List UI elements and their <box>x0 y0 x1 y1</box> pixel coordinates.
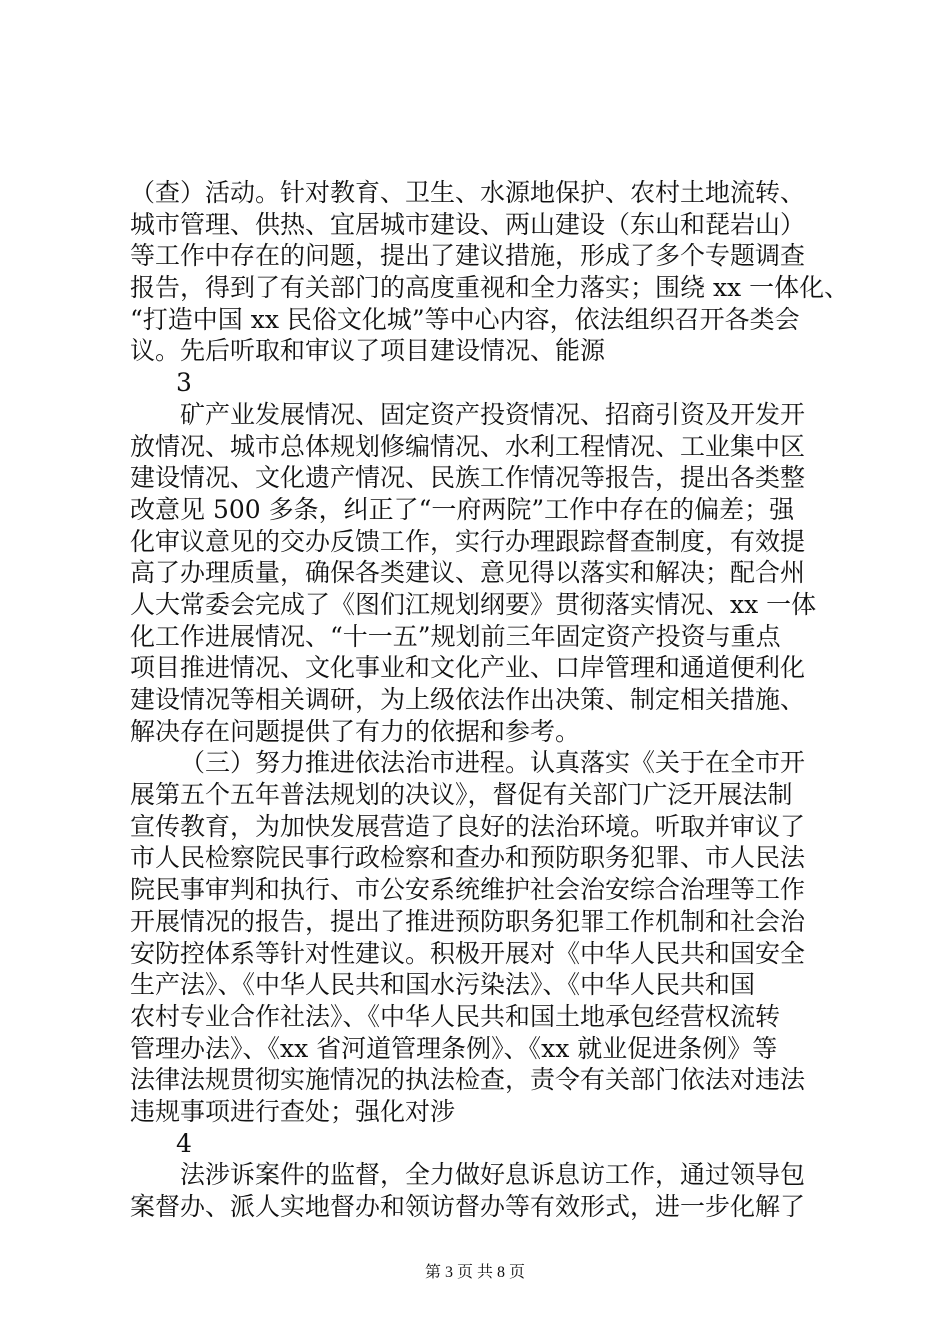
text-line: 项目推进情况、文化事业和文化产业、口岸管理和通道便利化 <box>130 653 806 683</box>
inline-page-number: 3 <box>176 368 192 398</box>
text-line: （查）活动。针对教育、卫生、水源地保护、农村土地流转、 <box>130 178 806 207</box>
text-line: 法涉诉案件的监督，全力做好息诉息访工作，通过领导包 <box>180 1160 806 1190</box>
text-line: 法律法规贯彻实施情况的执法检查，责令有关部门依法对违法 <box>130 1065 806 1095</box>
text-line: 院民事审判和执行、市公安系统维护社会治安综合治理等工作 <box>130 875 806 905</box>
text-line: 解决存在问题提供了有力的依据和参考。 <box>130 716 581 746</box>
text-line: 展第五个五年普法规划的决议》，督促有关部门广泛开展法制 <box>130 780 793 810</box>
text-line: 化工作进展情况、“十一五”规划前三年固定资产投资与重点 <box>130 621 781 651</box>
text-line: 改意见 500 多条，纠正了“一府两院”工作中存在的偏差；强 <box>130 494 795 524</box>
text-line: 生产法》、《中华人民共和国水污染法》、《中华人民共和国 <box>130 970 756 1000</box>
text-line: 矿产业发展情况、固定资产投资情况、招商引资及开发开 <box>180 399 806 429</box>
text-line: 人大常委会完成了《图们江规划纲要》贯彻落实情况、xx 一体 <box>130 589 817 619</box>
page-footer: 第 3 页 共 8 页 <box>424 1264 525 1281</box>
text-line: 农村专业合作社法》、《中华人民共和国土地承包经营权流转 <box>130 1001 781 1031</box>
text-line: 宣传教育，为加快发展营造了良好的法治环境。听取并审议了 <box>130 811 806 841</box>
text-line: 等工作中存在的问题，提出了建议措施，形成了多个专题调查 <box>130 241 806 271</box>
text-line: “打造中国 xx 民俗文化城”等中心内容，依法组织召开各类会 <box>130 304 800 334</box>
paragraph-block-1 <box>130 177 850 367</box>
text-line: 化审议意见的交办反馈工作，实行办理跟踪督查制度，有效提 <box>130 526 806 556</box>
paragraph-block-4 <box>130 1159 830 1222</box>
text-line: 报告，得到了有关部门的高度重视和全力落实；围绕 xx 一体化、 <box>130 273 850 303</box>
text-line: 议。先后听取和审议了项目建设情况、能源 <box>130 336 606 366</box>
text-line: 高了办理质量，确保各类建议、意见得以落实和解决；配合州 <box>130 558 806 588</box>
text-line: 案督办、派人实地督办和领访督办等有效形式，进一步化解了 <box>130 1192 806 1221</box>
text-line: 建设情况等相关调研，为上级依法作出决策、制定相关措施、 <box>130 685 806 714</box>
document-body <box>130 177 850 1223</box>
text-line: 开展情况的报告，提出了推进预防职务犯罪工作机制和社会治 <box>130 906 806 936</box>
text-line: 管理办法》、《xx 省河道管理条例》、《xx 就业促进条例》等 <box>130 1033 778 1063</box>
text-line: 市人民检察院民事行政检察和查办和预防职务犯罪、市人民法 <box>130 843 806 873</box>
text-line: 安防控体系等针对性建议。积极开展对《中华人民共和国安全 <box>130 938 806 968</box>
text-line: 城市管理、供热、宜居城市建设、两山建设（东山和琵岩山） <box>130 209 806 239</box>
text-line: 放情况、城市总体规划修编情况、水利工程情况、工业集中区 <box>130 431 806 461</box>
paragraph-block-2 <box>130 399 830 748</box>
text-line: 违规事项进行查处；强化对涉 <box>130 1096 456 1126</box>
text-line: （三）努力推进依法治市进程。认真落实《关于在全市开 <box>180 748 806 778</box>
paragraph-block-3 <box>130 747 830 1127</box>
text-line: 建设情况、文化遗产情况、民族工作情况等报告，提出各类整 <box>130 463 806 493</box>
inline-page-number: 4 <box>176 1128 192 1158</box>
